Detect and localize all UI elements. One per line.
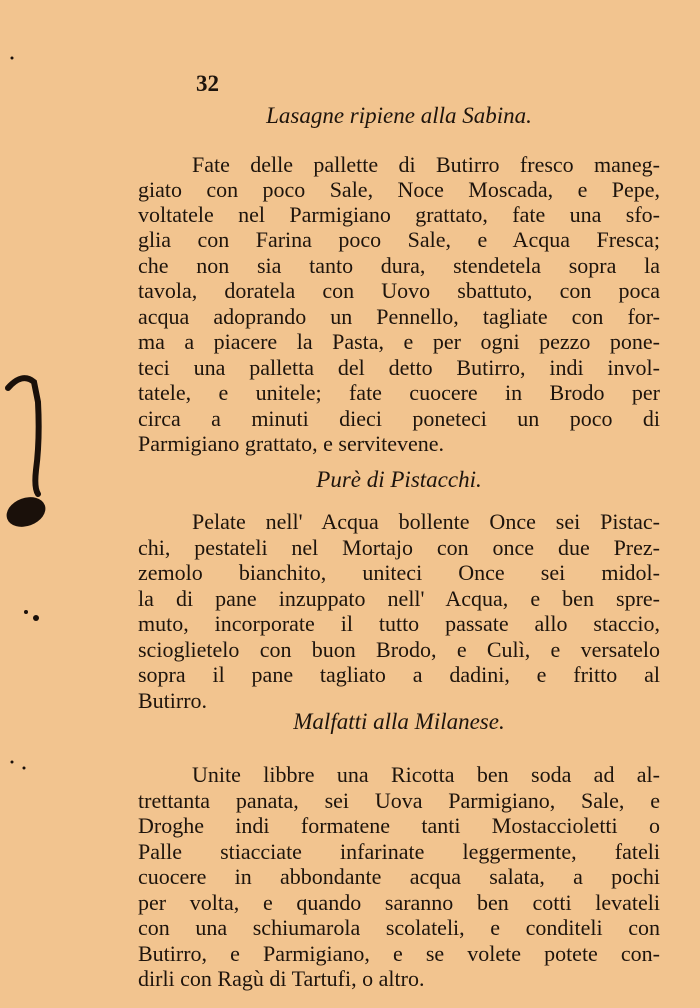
text-line: Parmigiano grattato, e servitevene. [138, 431, 445, 456]
text-line: teci una palletta del detto Butirro, indi invol- [138, 355, 660, 380]
text-line: che non sia tanto dura, stendetela sopra la [138, 253, 660, 278]
text-line: sopra il pane tagliato a dadini, e fritto al [138, 662, 660, 687]
margin-dot [33, 615, 39, 621]
text-line: acqua adoprando un Pennello, tagliate con for- [138, 304, 660, 329]
margin-dot [11, 761, 14, 764]
text-line: Fate delle pallette di Butirro fresco maneg- [192, 152, 660, 177]
text-line: con una schiumarola scolateli, e conditeli con [138, 915, 660, 940]
margin-marks [0, 0, 70, 1008]
text-line: dirli con Ragù di Tartufi, o altro. [138, 966, 425, 991]
text-line: zemolo bianchito, uniteci Once sei midol- [138, 560, 660, 585]
text-line: circa a minuti dieci poneteci un poco di [138, 406, 660, 431]
margin-dot [24, 610, 28, 614]
text-line: tatele, e unitele; fate cuocere in Brodo per [138, 380, 660, 405]
text-line: Unite libbre una Ricotta ben soda ad al- [192, 762, 660, 787]
text-line: cuocere in abbondante acqua salata, a pochi [138, 864, 660, 889]
text-line: glia con Farina poco Sale, e Acqua Fresca; [138, 227, 660, 252]
text-line: per volta, e quando saranno ben cotti levateli [138, 890, 660, 915]
text-line: chi, pestateli nel Mortajo con once due Prez- [138, 535, 660, 560]
text-line: Butirro. [138, 688, 208, 713]
text-line: Pelate nell' Acqua bollente Once sei Pistac- [192, 509, 660, 534]
margin-ink-stroke [8, 378, 39, 494]
text-line: muto, incorporate il tutto passate allo staccio, [138, 611, 660, 636]
text-line: Palle stiacciate infarinate leggermente, fateli [138, 839, 660, 864]
recipe-title-lasagne: Lasagne ripiene alla Sabina. [266, 103, 532, 128]
text-line: tavola, doratela con Uovo sbattuto, con poca [138, 278, 660, 303]
recipe-title-malfatti: Malfatti alla Milanese. [293, 709, 505, 734]
recipe-title-pure: Purè di Pistacchi. [316, 467, 482, 492]
text-line: scioglietelo con buon Brodo, e Culì, e versatelo [138, 637, 660, 662]
text-line: Droghe indi formatene tanti Mostaccioletti o [138, 813, 660, 838]
text-line: trettanta panata, sei Uova Parmigiano, Sale, e [138, 788, 660, 813]
margin-ink-blot [2, 492, 49, 532]
text-line: Butirro, e Parmigiano, e se volete potete con- [138, 941, 660, 966]
margin-dot [23, 767, 26, 770]
text-line: ma a piacere la Pasta, e per ogni pezzo pone- [138, 329, 660, 354]
page-number: 32 [196, 71, 219, 96]
text-line: giato con poco Sale, Noce Moscada, e Pepe, [138, 177, 660, 202]
text-line: voltatele nel Parmigiano grattato, fate una sfo- [138, 202, 660, 227]
text-line: la di pane inzuppato nell' Acqua, e ben spre- [138, 586, 660, 611]
margin-dot [11, 57, 14, 60]
